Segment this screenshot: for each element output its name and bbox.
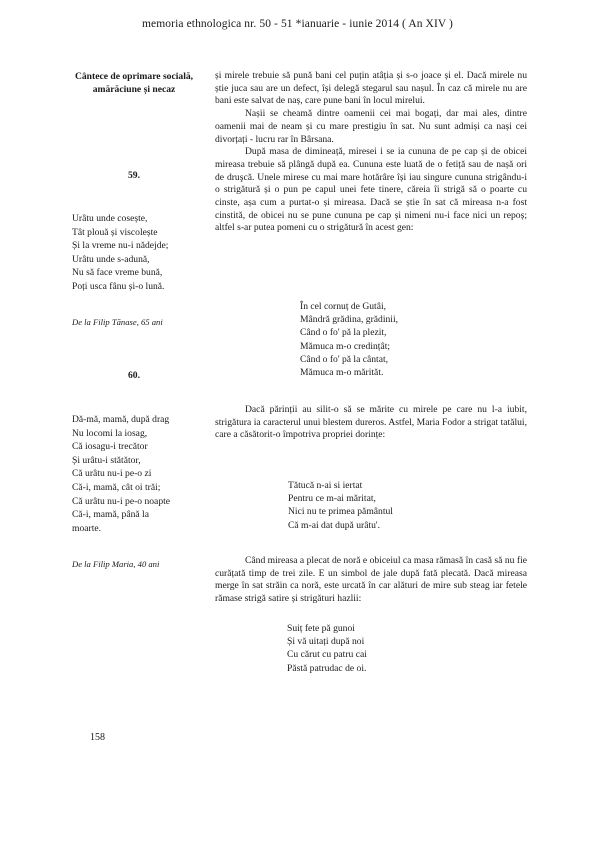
song-59-source: De la Filip Tănase, 65 ani — [72, 317, 163, 327]
verse-block-3 — [287, 622, 367, 675]
poem-line: Și la vreme nu-i nădejde; — [72, 240, 169, 252]
verse-block-1 — [300, 300, 398, 379]
poem-line: Poți usca fânu și-o lună. — [72, 280, 165, 292]
poem-line: Urâtu unde s-adună, — [72, 253, 150, 265]
poem-line: Nu locomi la iosag, — [72, 427, 148, 439]
poem-line: Că iosagu-i trecător — [72, 441, 148, 453]
verse-line: Când o fo' pă la plezit, — [300, 327, 387, 339]
running-header: memoria ethnologica nr. 50 - 51 *ianuarie - iunie 2014 ( An XIV ) — [142, 18, 453, 30]
paragraph: Nașii se cheamă dintre oamenii cei mai bogați, dar mai ales, dintre oamenii mai de neam și cu mare prestigiu în sat. Nu sunt admiși ca nași cei divorțați - lucru rar în Bârsana. — [215, 108, 527, 145]
verse-line: Nici nu te primea pământul — [288, 506, 393, 518]
verse-line: În cel cornuț de Gutâi, — [300, 301, 387, 312]
paragraph: După masa de dimineață, miresei i se ia cununa de pe cap și de obicei mireasa trebuie să plângă după ea. Cununa este luată de o fetiță sau de nașă ori de druşcă. Unele mirese cu mai mare hotărâre își iau singure cununa strigându-i o strigătură și o pun pe capul unei fete tinere, căreia îi strigă să o poarte cu cinste, așa cum a purtat-o și mireasa. Dacă se știe în sat că mireasa n-a fost cinstită, de obicei nu se pune cununa pe cap și nimeni nu-i face nici un repoș; altfel s-ar putea pomeni cu o strigătură în acest gen: — [215, 146, 527, 234]
verse-line: Tătucă n-ai si iertat — [288, 480, 363, 491]
song-number-60: 60. — [128, 370, 140, 381]
poem-line: Nu să face vreme bună, — [72, 267, 163, 279]
body-text-block-3 — [215, 555, 527, 606]
song-number-59: 59. — [128, 170, 140, 181]
verse-line: Când o fo' pă la cântat, — [300, 353, 389, 365]
poem-line: moarte. — [72, 522, 102, 534]
verse-line: Suiț fete pă gunoi — [287, 623, 355, 634]
song-59-lyrics — [72, 212, 196, 294]
verse-line: Cu cărut cu patru cai — [287, 649, 367, 661]
verse-line: Mămuca m-o mărităt. — [300, 367, 384, 379]
poem-line: Urâtu unde cosește, — [72, 213, 148, 224]
song-60-source: De la Filip Maria, 40 ani — [72, 559, 160, 569]
page-number: 158 — [90, 732, 105, 743]
poem-line: Dă-mă, mamă, după drag — [72, 414, 170, 425]
poem-line: Că-i, mamă, cât oi trăi; — [72, 481, 161, 493]
poem-line: Și urâtu-i stătător, — [72, 454, 141, 466]
verse-line: Că m-ai dat după urâtu'. — [288, 519, 381, 531]
body-text-block-2 — [215, 404, 527, 442]
poem-line: Că urâtu nu-i pe-o noapte — [72, 495, 171, 507]
verse-line: Mândră grădina, grădinii, — [300, 314, 399, 326]
song-60-lyrics — [72, 413, 196, 535]
verse-line: Pentru ce m-ai măritat, — [288, 493, 376, 505]
paragraph: și mirele trebuie să pună bani cel puțin atâția și s-o joace și el. Dacă mirele nu știe juca sau are un defect, își delegă stegarul sau nașul. În caz că mirele nu are bani este salvat de naș, care pune bani în locul mirelui. — [215, 70, 527, 107]
body-text-block-1 — [215, 70, 527, 235]
paragraph: Dacă părinții au silit-o să se mărite cu mirele pe care nu l-a iubit, strigătura ia caracterul unui blestem dureros. Astfel, Maria Fodor a strigat tatălui, care a căsătorit-o împotriva propriei dorințe: — [215, 404, 527, 441]
paragraph: Când mireasa a plecat de noră e obiceiul ca masa rămasă în casă să nu fie curățată timp de trei zile. E un simbol de jale după fată plecată. Dacă mireasa merge în sat străin ca noră, este urcată în car alături de mire sub steag iar fetele rămase strigă satire și strigături hazlii: — [215, 555, 527, 605]
poem-line: Tât plouă și viscolește — [72, 226, 158, 238]
verse-block-2 — [288, 479, 393, 532]
verse-line: Păstă patrudac de oi. — [287, 662, 367, 674]
poem-line: Că-i, mamă, până la — [72, 509, 149, 521]
poem-line: Că urâtu nu-i pe-o zi — [72, 468, 152, 480]
verse-line: Mămuca m-o credințât; — [300, 340, 391, 352]
section-title: Cântece de oprimare socială, amărăciune și necaz — [74, 71, 194, 95]
verse-line: Și vă uitați după noi — [287, 636, 365, 648]
